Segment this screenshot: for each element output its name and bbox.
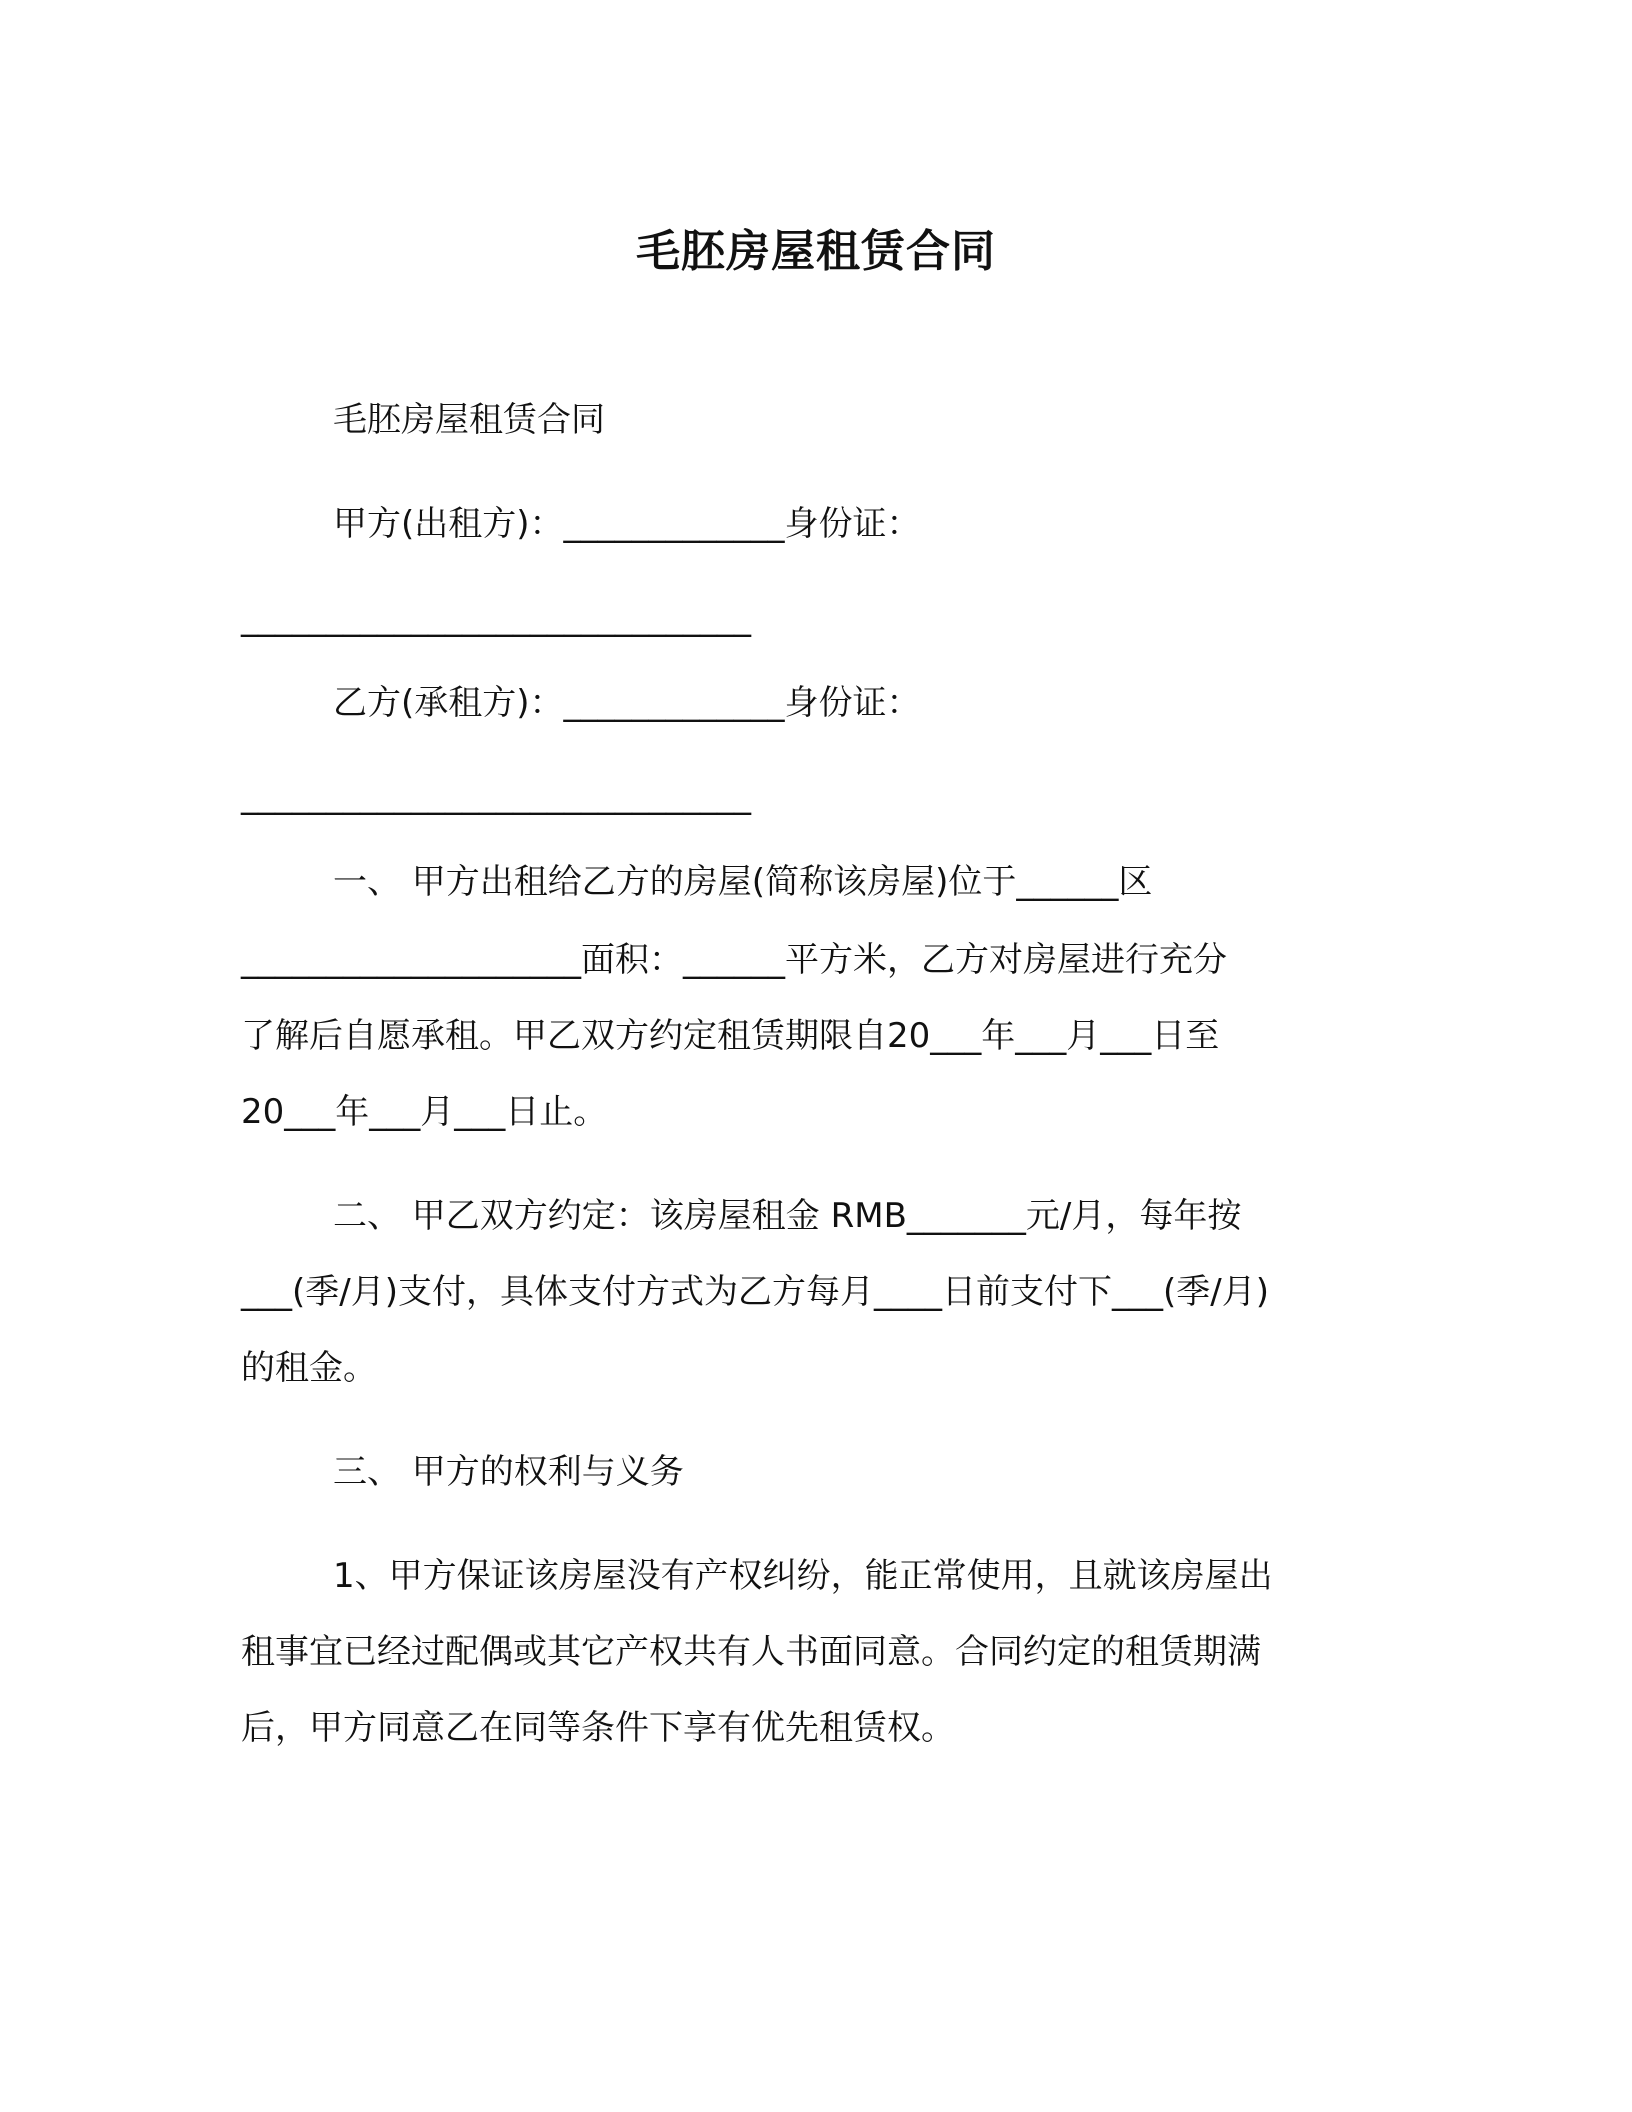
clause-3-item-1-line-1: 1、甲方保证该房屋没有产权纠纷，能正常使用，且就该房屋出 <box>333 1556 1273 1596</box>
party-b-line: 乙方(承租方)：_____________身份证： <box>333 683 921 723</box>
clause-3-heading: 三、 甲方的权利与义务 <box>333 1452 684 1492</box>
clause-1-line-2: ____________________面积：______平方米，乙方对房屋进行充分 <box>241 940 1227 980</box>
clause-2-line-2: ___(季/月)支付，具体支付方式为乙方每月____日前支付下___(季/月) <box>241 1272 1269 1312</box>
clause-3-item-1-line-3: 后，甲方同意乙在同等条件下享有优先租赁权。 <box>241 1708 955 1748</box>
party-a-id-blank: ______________________________ <box>241 598 751 638</box>
party-b-id-blank: ______________________________ <box>241 776 751 816</box>
clause-2-line-3: 的租金。 <box>241 1348 377 1388</box>
clause-2-line-1: 二、 甲乙双方约定：该房屋租金 RMB_______元/月，每年按 <box>333 1196 1242 1236</box>
party-a-line: 甲方(出租方)：_____________身份证： <box>333 504 921 544</box>
contract-heading: 毛胚房屋租赁合同 <box>333 400 605 440</box>
document-title: 毛胚房屋租赁合同 <box>636 226 996 277</box>
clause-1-line-3: 了解后自愿承租。甲乙双方约定租赁期限自20___年___月___日至 <box>241 1016 1220 1056</box>
clause-1-line-4: 20___年___月___日止。 <box>241 1092 608 1132</box>
clause-1-line-1: 一、 甲方出租给乙方的房屋(简称该房屋)位于______区 <box>333 862 1153 902</box>
clause-3-item-1-line-2: 租事宜已经过配偶或其它产权共有人书面同意。合同约定的租赁期满 <box>241 1632 1261 1672</box>
